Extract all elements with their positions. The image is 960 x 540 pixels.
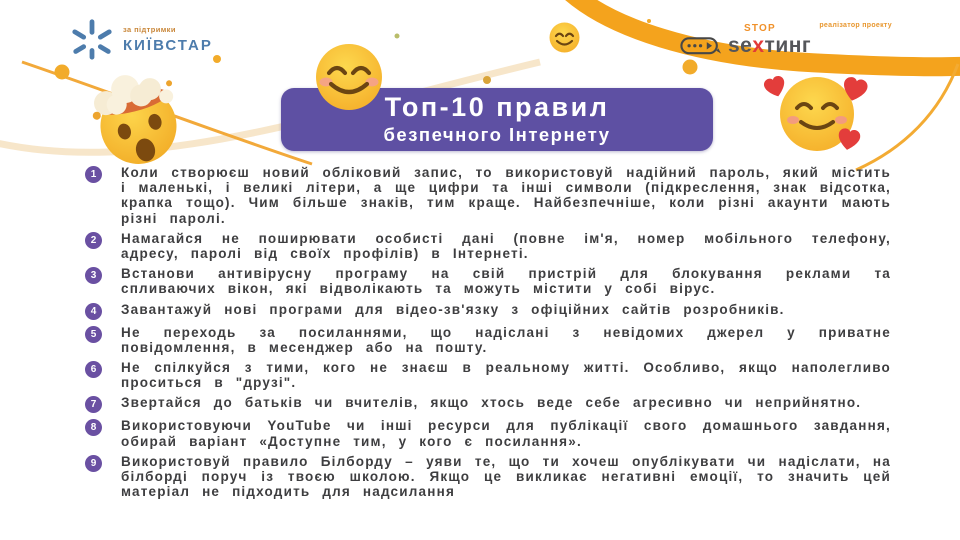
small-smiley-emoji	[548, 21, 581, 54]
rule-item	[85, 302, 891, 320]
rule-item	[85, 266, 891, 296]
stopsexting-se-text: se	[728, 34, 753, 57]
stopsexting-x-text: x	[752, 34, 765, 57]
kyivstar-star-icon	[70, 18, 114, 62]
dot	[683, 60, 698, 75]
rule-number-badge: 7	[85, 396, 102, 413]
rule-item	[85, 325, 891, 355]
rule-text: Намагайся не поширювати особисті дані (повне ім'я, номер мобільного телефону, адресу, паролі від своїх профілів) в Інтернеті.	[121, 230, 891, 262]
rule-item	[85, 395, 891, 413]
rule-number-badge: 1	[85, 166, 102, 183]
rule-item	[85, 165, 891, 226]
rule-number-badge: 5	[85, 326, 102, 343]
page-title: Топ-10 правил	[384, 92, 610, 123]
heart-face-emoji	[745, 68, 885, 160]
rule-number-badge: 3	[85, 267, 102, 284]
stopsexting-project-label: реалізатор проекту	[819, 22, 892, 29]
smiling-face-emoji	[312, 40, 386, 114]
stopsexting-stop-label: STOP	[744, 23, 776, 34]
rule-number-badge: 8	[85, 419, 102, 436]
kyivstar-wordmark: КИЇВСТАР	[123, 37, 213, 54]
rule-text: Використовуй правило Білборду – уяви те, що ти хочеш опублікувати чи надіслати, на білборді поруч із твоєю школою. Якщо це викликає негативні емоції, то значить цей матеріал не підходить для надсилання	[121, 453, 891, 500]
rule-text: Не спілкуйся з тими, кого не знаєш в реальному житті. Особливо, якщо наполегливо проситься в "друзі".	[121, 360, 891, 391]
rule-number-badge: 2	[85, 232, 102, 249]
rule-text: Використовуючи YouTube чи інші ресурси для публікації свого домашнього завдання, обирай варіант «Доступне тим, у кого є посилання».	[121, 418, 891, 449]
dot	[483, 76, 491, 84]
rule-number-badge: 9	[85, 455, 102, 472]
rule-item	[85, 454, 891, 500]
rule-text: Завантажуй нові програми для відео-зв'язку з офіційних сайтів розробників.	[121, 301, 785, 317]
kyivstar-support-label: за підтримки	[123, 25, 176, 34]
rule-number-badge: 4	[85, 303, 102, 320]
rule-number-badge: 6	[85, 361, 102, 378]
rule-item	[85, 418, 891, 448]
dot	[213, 55, 221, 63]
rule-item	[85, 360, 891, 390]
stopsexting-ting-text: тинг	[764, 34, 812, 57]
dot	[55, 65, 70, 80]
voice-message-icon	[680, 36, 724, 56]
rule-text: Не переходь за посиланнями, що надіслані з невідомих джерел у приватне повідомлення, в месенджер або на пошту.	[121, 324, 891, 355]
dot	[395, 34, 400, 39]
rules-list	[85, 165, 891, 504]
rule-text: Встанови антивірусну програму на свій пристрій для блокування реклами та спливаючих вікон, які відволікають та можуть містити у собі вірус.	[121, 266, 891, 297]
dot	[647, 19, 651, 23]
stopsexting-logo	[680, 22, 892, 58]
exploding-head-emoji	[82, 66, 194, 170]
kyivstar-logo	[70, 18, 213, 62]
rule-text: Звертайся до батьків чи вчителів, якщо хтось веде себе агресивно чи неприйнятно.	[121, 395, 862, 411]
rule-text: Коли створюєш новий обліковий запис, то використовуй надійний пароль, який містить і маленькі, і великі літери, а ще цифри та інші символи (підкреслення, знак відсотка, крапка тощо). Чим більше знаків, тим краще. Найбезпечніше, коли різні акаунти мають різні паролі.	[121, 165, 891, 226]
rule-item	[85, 231, 891, 261]
page-subtitle: безпечного Інтернету	[383, 123, 611, 145]
